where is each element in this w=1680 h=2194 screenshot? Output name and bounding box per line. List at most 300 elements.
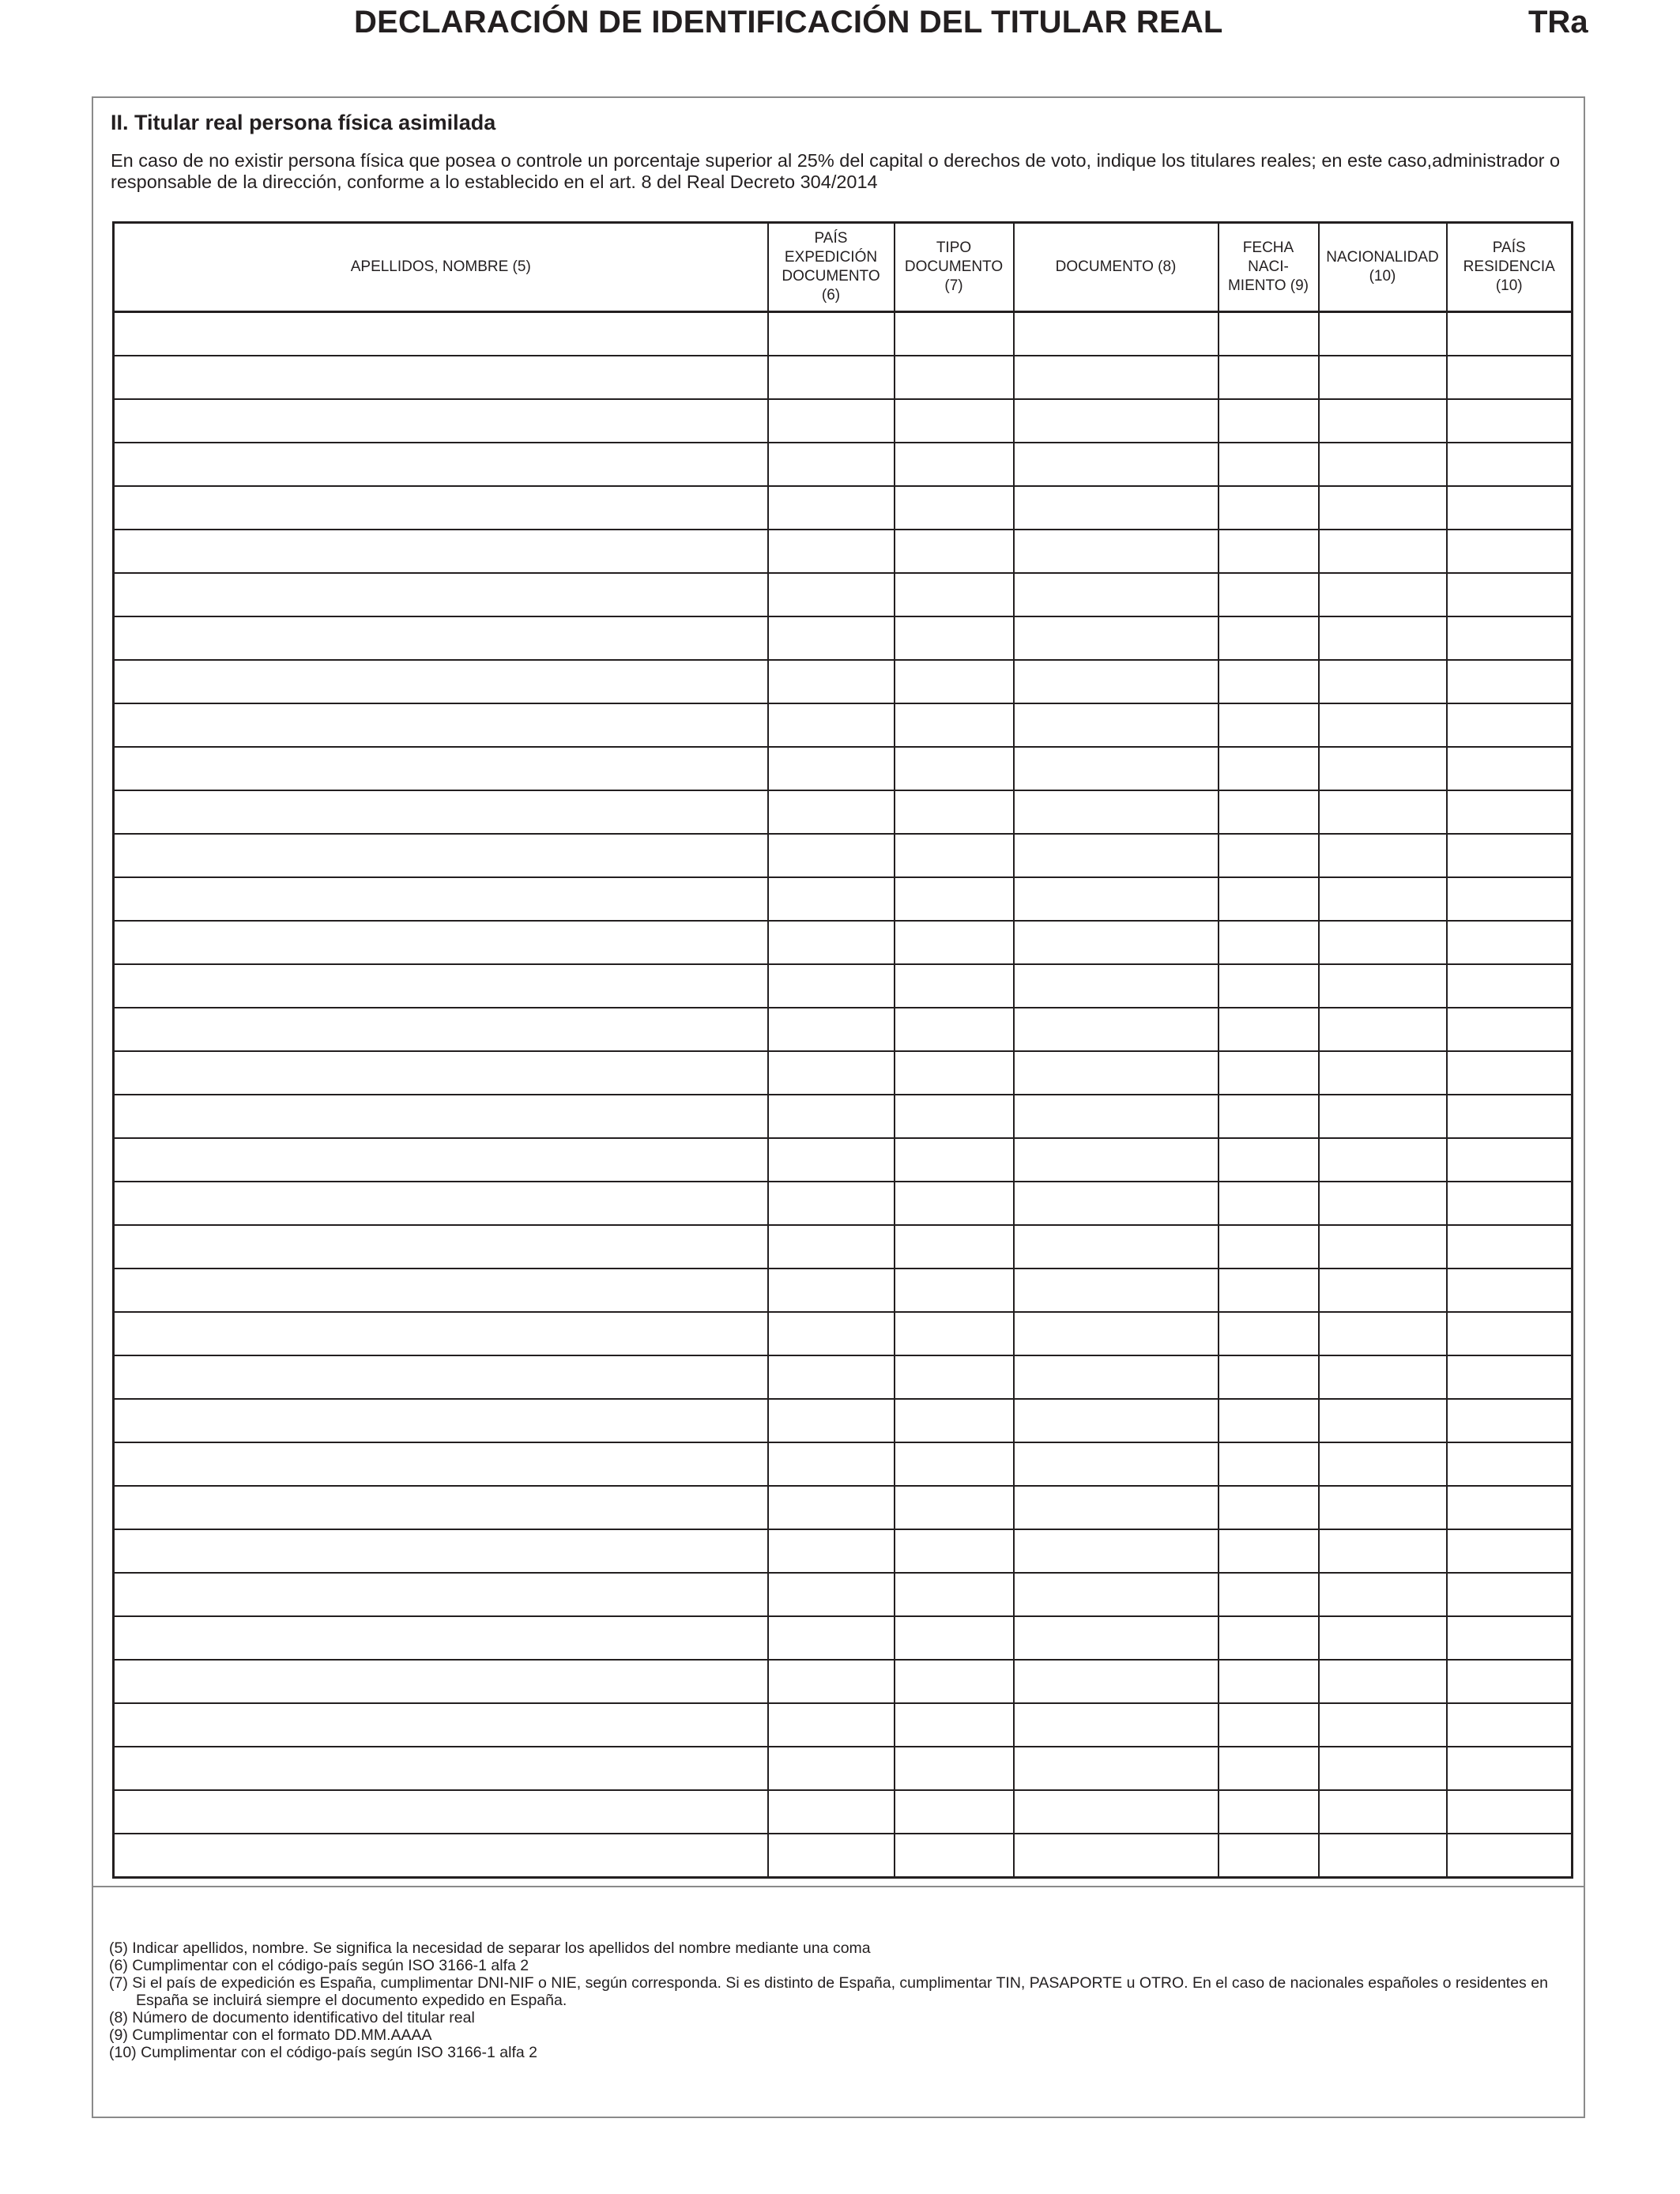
birth-date-cell[interactable]: [1219, 399, 1319, 443]
document-cell[interactable]: [1014, 1182, 1219, 1225]
residence-country-cell[interactable]: [1447, 1790, 1573, 1834]
nationality-cell[interactable]: [1319, 312, 1447, 356]
name-cell[interactable]: [114, 877, 768, 921]
residence-country-cell[interactable]: [1447, 356, 1573, 399]
document-type-cell[interactable]: [895, 1095, 1014, 1138]
footnote: (10) Cumplimentar con el código-país según ISO 3166-1 alfa 2: [109, 2044, 537, 2061]
nationality-cell[interactable]: [1319, 1747, 1447, 1790]
name-cell[interactable]: [114, 834, 768, 877]
document-cell[interactable]: [1014, 1747, 1219, 1790]
table-row: [114, 356, 1573, 399]
document-type-cell[interactable]: [895, 834, 1014, 877]
name-cell[interactable]: [114, 747, 768, 790]
issuing-country-cell[interactable]: [768, 1573, 895, 1616]
birth-date-cell[interactable]: [1219, 1616, 1319, 1660]
residence-country-cell[interactable]: [1447, 660, 1573, 703]
residence-country-cell[interactable]: [1447, 747, 1573, 790]
name-cell[interactable]: [114, 616, 768, 660]
document-type-cell[interactable]: [895, 1616, 1014, 1660]
document-type-cell[interactable]: [895, 1790, 1014, 1834]
table-row: [114, 790, 1573, 834]
name-cell[interactable]: [114, 1008, 768, 1051]
document-type-cell[interactable]: [895, 1051, 1014, 1095]
birth-date-cell[interactable]: [1219, 1747, 1319, 1790]
issuing-country-cell[interactable]: [768, 1008, 895, 1051]
birth-date-cell[interactable]: [1219, 703, 1319, 747]
residence-country-cell[interactable]: [1447, 703, 1573, 747]
birth-date-cell[interactable]: [1219, 1790, 1319, 1834]
table-row: [114, 1529, 1573, 1573]
birth-date-cell[interactable]: [1219, 834, 1319, 877]
birth-date-cell[interactable]: [1219, 1008, 1319, 1051]
name-cell[interactable]: [114, 1660, 768, 1703]
issuing-country-cell[interactable]: [768, 1182, 895, 1225]
issuing-country-cell[interactable]: [768, 747, 895, 790]
residence-country-cell[interactable]: [1447, 1834, 1573, 1878]
name-cell[interactable]: [114, 1529, 768, 1573]
issuing-country-cell[interactable]: [768, 1269, 895, 1312]
table-row: [114, 616, 1573, 660]
nationality-cell[interactable]: [1319, 1051, 1447, 1095]
issuing-country-cell[interactable]: [768, 1703, 895, 1747]
residence-country-cell[interactable]: [1447, 1660, 1573, 1703]
birth-date-cell[interactable]: [1219, 1095, 1319, 1138]
residence-country-cell[interactable]: [1447, 530, 1573, 573]
name-cell[interactable]: [114, 312, 768, 356]
document-type-cell[interactable]: [895, 747, 1014, 790]
nationality-cell[interactable]: [1319, 1616, 1447, 1660]
name-cell[interactable]: [114, 530, 768, 573]
beneficial-owners-table: [112, 221, 1573, 1879]
issuing-country-cell[interactable]: [768, 1355, 895, 1399]
birth-date-cell[interactable]: [1219, 1660, 1319, 1703]
nationality-cell[interactable]: [1319, 443, 1447, 486]
table-row: [114, 660, 1573, 703]
birth-date-cell[interactable]: [1219, 1138, 1319, 1182]
footnote: (5) Indicar apellidos, nombre. Se significa la necesidad de separar los apellidos del nombre mediante una coma: [109, 1940, 871, 1957]
document-type-cell[interactable]: [895, 964, 1014, 1008]
issuing-country-cell[interactable]: [768, 443, 895, 486]
issuing-country-cell[interactable]: [768, 964, 895, 1008]
birth-date-cell[interactable]: [1219, 1529, 1319, 1573]
table-row: [114, 1269, 1573, 1312]
document-cell[interactable]: [1014, 312, 1219, 356]
document-type-cell[interactable]: [895, 616, 1014, 660]
document-type-cell[interactable]: [895, 1573, 1014, 1616]
nationality-cell[interactable]: [1319, 1095, 1447, 1138]
issuing-country-cell[interactable]: [768, 834, 895, 877]
name-cell[interactable]: [114, 660, 768, 703]
birth-date-cell[interactable]: [1219, 660, 1319, 703]
document-cell[interactable]: [1014, 1703, 1219, 1747]
issuing-country-cell[interactable]: [768, 1312, 895, 1355]
nationality-cell[interactable]: [1319, 573, 1447, 616]
issuing-country-cell[interactable]: [768, 790, 895, 834]
column-header-document: DOCUMENTO (8): [1014, 223, 1219, 312]
document-type-cell[interactable]: [895, 573, 1014, 616]
column-header-issuing-country: PAÍS EXPEDICIÓN DOCUMENTO (6): [768, 223, 895, 312]
name-cell[interactable]: [114, 1138, 768, 1182]
table-row: [114, 1747, 1573, 1790]
document-cell[interactable]: [1014, 573, 1219, 616]
residence-country-cell[interactable]: [1447, 1442, 1573, 1486]
document-type-cell[interactable]: [895, 1660, 1014, 1703]
name-cell[interactable]: [114, 486, 768, 530]
document-cell[interactable]: [1014, 964, 1219, 1008]
document-cell[interactable]: [1014, 399, 1219, 443]
table-row: [114, 1008, 1573, 1051]
issuing-country-cell[interactable]: [768, 703, 895, 747]
document-cell[interactable]: [1014, 1790, 1219, 1834]
birth-date-cell[interactable]: [1219, 1225, 1319, 1269]
document-type-cell[interactable]: [895, 1312, 1014, 1355]
name-cell[interactable]: [114, 356, 768, 399]
document-cell[interactable]: [1014, 443, 1219, 486]
name-cell[interactable]: [114, 1790, 768, 1834]
nationality-cell[interactable]: [1319, 1225, 1447, 1269]
name-cell[interactable]: [114, 1703, 768, 1747]
document-type-cell[interactable]: [895, 1747, 1014, 1790]
nationality-cell[interactable]: [1319, 1834, 1447, 1878]
nationality-cell[interactable]: [1319, 399, 1447, 443]
residence-country-cell[interactable]: [1447, 1747, 1573, 1790]
birth-date-cell[interactable]: [1219, 356, 1319, 399]
nationality-cell[interactable]: [1319, 1312, 1447, 1355]
issuing-country-cell[interactable]: [768, 1834, 895, 1878]
birth-date-cell[interactable]: [1219, 1399, 1319, 1442]
nationality-cell[interactable]: [1319, 1660, 1447, 1703]
table-row: [114, 921, 1573, 964]
birth-date-cell[interactable]: [1219, 877, 1319, 921]
form-code: TRa: [1528, 5, 1588, 40]
document-type-cell[interactable]: [895, 877, 1014, 921]
document-type-cell[interactable]: [895, 312, 1014, 356]
document-type-cell[interactable]: [895, 530, 1014, 573]
document-type-cell[interactable]: [895, 790, 1014, 834]
document-cell[interactable]: [1014, 660, 1219, 703]
birth-date-cell[interactable]: [1219, 1051, 1319, 1095]
residence-country-cell[interactable]: [1447, 1486, 1573, 1529]
nationality-cell[interactable]: [1319, 834, 1447, 877]
footnotes-list: [109, 1940, 1571, 2061]
document-cell[interactable]: [1014, 747, 1219, 790]
nationality-cell[interactable]: [1319, 1486, 1447, 1529]
footnote: (6) Cumplimentar con el código-país según ISO 3166-1 alfa 2: [109, 1957, 529, 1974]
birth-date-cell[interactable]: [1219, 312, 1319, 356]
birth-date-cell[interactable]: [1219, 1486, 1319, 1529]
residence-country-cell[interactable]: [1447, 1095, 1573, 1138]
issuing-country-cell[interactable]: [768, 399, 895, 443]
nationality-cell[interactable]: [1319, 616, 1447, 660]
nationality-cell[interactable]: [1319, 1573, 1447, 1616]
document-type-cell[interactable]: [895, 356, 1014, 399]
name-cell[interactable]: [114, 1355, 768, 1399]
birth-date-cell[interactable]: [1219, 921, 1319, 964]
name-cell[interactable]: [114, 964, 768, 1008]
column-header-nationality: NACIONALIDAD (10): [1319, 223, 1447, 312]
birth-date-cell[interactable]: [1219, 1442, 1319, 1486]
issuing-country-cell[interactable]: [768, 1399, 895, 1442]
name-cell[interactable]: [114, 399, 768, 443]
document-type-cell[interactable]: [895, 921, 1014, 964]
document-type-cell[interactable]: [895, 1355, 1014, 1399]
table-row: [114, 964, 1573, 1008]
nationality-cell[interactable]: [1319, 964, 1447, 1008]
table-row: [114, 1616, 1573, 1660]
birth-date-cell[interactable]: [1219, 1703, 1319, 1747]
birth-date-cell[interactable]: [1219, 1269, 1319, 1312]
document-cell[interactable]: [1014, 1269, 1219, 1312]
table-row: [114, 1051, 1573, 1095]
name-cell[interactable]: [114, 703, 768, 747]
document-cell[interactable]: [1014, 1486, 1219, 1529]
issuing-country-cell[interactable]: [768, 1051, 895, 1095]
issuing-country-cell[interactable]: [768, 312, 895, 356]
table-row: [114, 486, 1573, 530]
document-type-cell[interactable]: [895, 399, 1014, 443]
residence-country-cell[interactable]: [1447, 1225, 1573, 1269]
name-cell[interactable]: [114, 573, 768, 616]
nationality-cell[interactable]: [1319, 703, 1447, 747]
document-cell[interactable]: [1014, 1442, 1219, 1486]
document-type-cell[interactable]: [895, 703, 1014, 747]
table-row: [114, 1442, 1573, 1486]
table-row: [114, 312, 1573, 356]
document-cell[interactable]: [1014, 1225, 1219, 1269]
issuing-country-cell[interactable]: [768, 921, 895, 964]
residence-country-cell[interactable]: [1447, 1312, 1573, 1355]
residence-country-cell[interactable]: [1447, 834, 1573, 877]
nationality-cell[interactable]: [1319, 790, 1447, 834]
name-cell[interactable]: [114, 1051, 768, 1095]
document-cell[interactable]: [1014, 1834, 1219, 1878]
document-type-cell[interactable]: [895, 1269, 1014, 1312]
residence-country-cell[interactable]: [1447, 877, 1573, 921]
birth-date-cell[interactable]: [1219, 486, 1319, 530]
nationality-cell[interactable]: [1319, 747, 1447, 790]
document-cell[interactable]: [1014, 486, 1219, 530]
document-cell[interactable]: [1014, 790, 1219, 834]
document-cell[interactable]: [1014, 703, 1219, 747]
nationality-cell[interactable]: [1319, 356, 1447, 399]
column-header-birth-date: FECHA NACI- MIENTO (9): [1219, 223, 1319, 312]
residence-country-cell[interactable]: [1447, 486, 1573, 530]
birth-date-cell[interactable]: [1219, 964, 1319, 1008]
issuing-country-cell[interactable]: [768, 1747, 895, 1790]
name-cell[interactable]: [114, 921, 768, 964]
nationality-cell[interactable]: [1319, 486, 1447, 530]
table-row: [114, 1225, 1573, 1269]
column-header-residence-country: PAÍS RESIDENCIA (10): [1447, 223, 1573, 312]
document-type-cell[interactable]: [895, 1486, 1014, 1529]
name-cell[interactable]: [114, 1225, 768, 1269]
table-row: [114, 834, 1573, 877]
document-cell[interactable]: [1014, 1312, 1219, 1355]
issuing-country-cell[interactable]: [768, 1660, 895, 1703]
table-row: [114, 1573, 1573, 1616]
name-cell[interactable]: [114, 790, 768, 834]
name-cell[interactable]: [114, 1486, 768, 1529]
nationality-cell[interactable]: [1319, 877, 1447, 921]
residence-country-cell[interactable]: [1447, 573, 1573, 616]
document-type-cell[interactable]: [895, 1008, 1014, 1051]
birth-date-cell[interactable]: [1219, 573, 1319, 616]
document-cell[interactable]: [1014, 1660, 1219, 1703]
nationality-cell[interactable]: [1319, 1399, 1447, 1442]
name-cell[interactable]: [114, 1312, 768, 1355]
issuing-country-cell[interactable]: [768, 616, 895, 660]
footnote: (7) Si el país de expedición es España, cumplimentar DNI-NIF o NIE, según corresponda. Si es distinto de España, cumplimentar TIN, PASAPORTE u OTRO. En el caso de nacionales españoles o residentes en España se incluirá siempre el documento expedido en España.: [109, 1974, 1548, 2009]
residence-country-cell[interactable]: [1447, 1269, 1573, 1312]
name-cell[interactable]: [114, 1442, 768, 1486]
issuing-country-cell[interactable]: [768, 1225, 895, 1269]
nationality-cell[interactable]: [1319, 1182, 1447, 1225]
document-type-cell[interactable]: [895, 1442, 1014, 1486]
column-header-name: APELLIDOS, NOMBRE (5): [114, 223, 768, 312]
nationality-cell[interactable]: [1319, 1442, 1447, 1486]
nationality-cell[interactable]: [1319, 1790, 1447, 1834]
document-cell[interactable]: [1014, 1008, 1219, 1051]
document-cell[interactable]: [1014, 1573, 1219, 1616]
issuing-country-cell[interactable]: [768, 1790, 895, 1834]
table-row: [114, 1095, 1573, 1138]
residence-country-cell[interactable]: [1447, 1616, 1573, 1660]
table-row: [114, 1703, 1573, 1747]
issuing-country-cell[interactable]: [768, 486, 895, 530]
table-row: [114, 1182, 1573, 1225]
issuing-country-cell[interactable]: [768, 573, 895, 616]
residence-country-cell[interactable]: [1447, 616, 1573, 660]
table-row: [114, 1790, 1573, 1834]
nationality-cell[interactable]: [1319, 1269, 1447, 1312]
issuing-country-cell[interactable]: [768, 1616, 895, 1660]
document-type-cell[interactable]: [895, 1703, 1014, 1747]
issuing-country-cell[interactable]: [768, 530, 895, 573]
residence-country-cell[interactable]: [1447, 1051, 1573, 1095]
document-cell[interactable]: [1014, 921, 1219, 964]
document-cell[interactable]: [1014, 356, 1219, 399]
name-cell[interactable]: [114, 1269, 768, 1312]
residence-country-cell[interactable]: [1447, 1703, 1573, 1747]
footnote: (9) Cumplimentar con el formato DD.MM.AAAA: [109, 2026, 432, 2044]
document-cell[interactable]: [1014, 1095, 1219, 1138]
document-type-cell[interactable]: [895, 1529, 1014, 1573]
document-cell[interactable]: [1014, 1399, 1219, 1442]
document-type-cell[interactable]: [895, 486, 1014, 530]
document-cell[interactable]: [1014, 530, 1219, 573]
document-type-cell[interactable]: [895, 1834, 1014, 1878]
table-row: [114, 747, 1573, 790]
section-title: II. Titular real persona física asimilada: [111, 111, 496, 134]
residence-country-cell[interactable]: [1447, 1008, 1573, 1051]
nationality-cell[interactable]: [1319, 1355, 1447, 1399]
name-cell[interactable]: [114, 1616, 768, 1660]
issuing-country-cell[interactable]: [768, 1442, 895, 1486]
issuing-country-cell[interactable]: [768, 1138, 895, 1182]
residence-country-cell[interactable]: [1447, 1182, 1573, 1225]
nationality-cell[interactable]: [1319, 660, 1447, 703]
document-type-cell[interactable]: [895, 443, 1014, 486]
document-cell[interactable]: [1014, 1529, 1219, 1573]
document-cell[interactable]: [1014, 1355, 1219, 1399]
table-row: [114, 1138, 1573, 1182]
issuing-country-cell[interactable]: [768, 356, 895, 399]
birth-date-cell[interactable]: [1219, 1834, 1319, 1878]
nationality-cell[interactable]: [1319, 1138, 1447, 1182]
issuing-country-cell[interactable]: [768, 877, 895, 921]
issuing-country-cell[interactable]: [768, 660, 895, 703]
residence-country-cell[interactable]: [1447, 1138, 1573, 1182]
name-cell[interactable]: [114, 1182, 768, 1225]
birth-date-cell[interactable]: [1219, 1573, 1319, 1616]
document-cell[interactable]: [1014, 1051, 1219, 1095]
residence-country-cell[interactable]: [1447, 1399, 1573, 1442]
issuing-country-cell[interactable]: [768, 1529, 895, 1573]
birth-date-cell[interactable]: [1219, 1355, 1319, 1399]
nationality-cell[interactable]: [1319, 1008, 1447, 1051]
issuing-country-cell[interactable]: [768, 1486, 895, 1529]
document-title: DECLARACIÓN DE IDENTIFICACIÓN DEL TITULAR REAL: [354, 5, 1223, 40]
residence-country-cell[interactable]: [1447, 399, 1573, 443]
birth-date-cell[interactable]: [1219, 1182, 1319, 1225]
nationality-cell[interactable]: [1319, 1529, 1447, 1573]
document-cell[interactable]: [1014, 1138, 1219, 1182]
name-cell[interactable]: [114, 1399, 768, 1442]
residence-country-cell[interactable]: [1447, 443, 1573, 486]
birth-date-cell[interactable]: [1219, 616, 1319, 660]
residence-country-cell[interactable]: [1447, 1529, 1573, 1573]
document-cell[interactable]: [1014, 1616, 1219, 1660]
document-cell[interactable]: [1014, 616, 1219, 660]
table-row: [114, 1399, 1573, 1442]
name-cell[interactable]: [114, 443, 768, 486]
residence-country-cell[interactable]: [1447, 1355, 1573, 1399]
document-cell[interactable]: [1014, 834, 1219, 877]
name-cell[interactable]: [114, 1095, 768, 1138]
document-type-cell[interactable]: [895, 660, 1014, 703]
table-row: [114, 530, 1573, 573]
residence-country-cell[interactable]: [1447, 790, 1573, 834]
nationality-cell[interactable]: [1319, 921, 1447, 964]
birth-date-cell[interactable]: [1219, 443, 1319, 486]
document-type-cell[interactable]: [895, 1399, 1014, 1442]
name-cell[interactable]: [114, 1747, 768, 1790]
birth-date-cell[interactable]: [1219, 530, 1319, 573]
document-type-cell[interactable]: [895, 1182, 1014, 1225]
document-type-cell[interactable]: [895, 1138, 1014, 1182]
residence-country-cell[interactable]: [1447, 312, 1573, 356]
nationality-cell[interactable]: [1319, 530, 1447, 573]
footnote: (8) Número de documento identificativo del titular real: [109, 2009, 475, 2026]
table-row: [114, 877, 1573, 921]
document-type-cell[interactable]: [895, 1225, 1014, 1269]
name-cell[interactable]: [114, 1834, 768, 1878]
name-cell[interactable]: [114, 1573, 768, 1616]
birth-date-cell[interactable]: [1219, 1312, 1319, 1355]
table-body: [114, 312, 1573, 1878]
birth-date-cell[interactable]: [1219, 747, 1319, 790]
table-row: [114, 573, 1573, 616]
birth-date-cell[interactable]: [1219, 790, 1319, 834]
residence-country-cell[interactable]: [1447, 964, 1573, 1008]
table-row: [114, 1486, 1573, 1529]
residence-country-cell[interactable]: [1447, 1573, 1573, 1616]
issuing-country-cell[interactable]: [768, 1095, 895, 1138]
residence-country-cell[interactable]: [1447, 921, 1573, 964]
document-cell[interactable]: [1014, 877, 1219, 921]
nationality-cell[interactable]: [1319, 1703, 1447, 1747]
section-intro: En caso de no existir persona física que posea o controle un porcentaje superior al 25% del capital o derechos de voto, indique los titulares reales; en este caso,administrador o responsable de la dirección, conforme a lo establecido en el art. 8 del Real Decreto 304/2014: [111, 150, 1561, 192]
